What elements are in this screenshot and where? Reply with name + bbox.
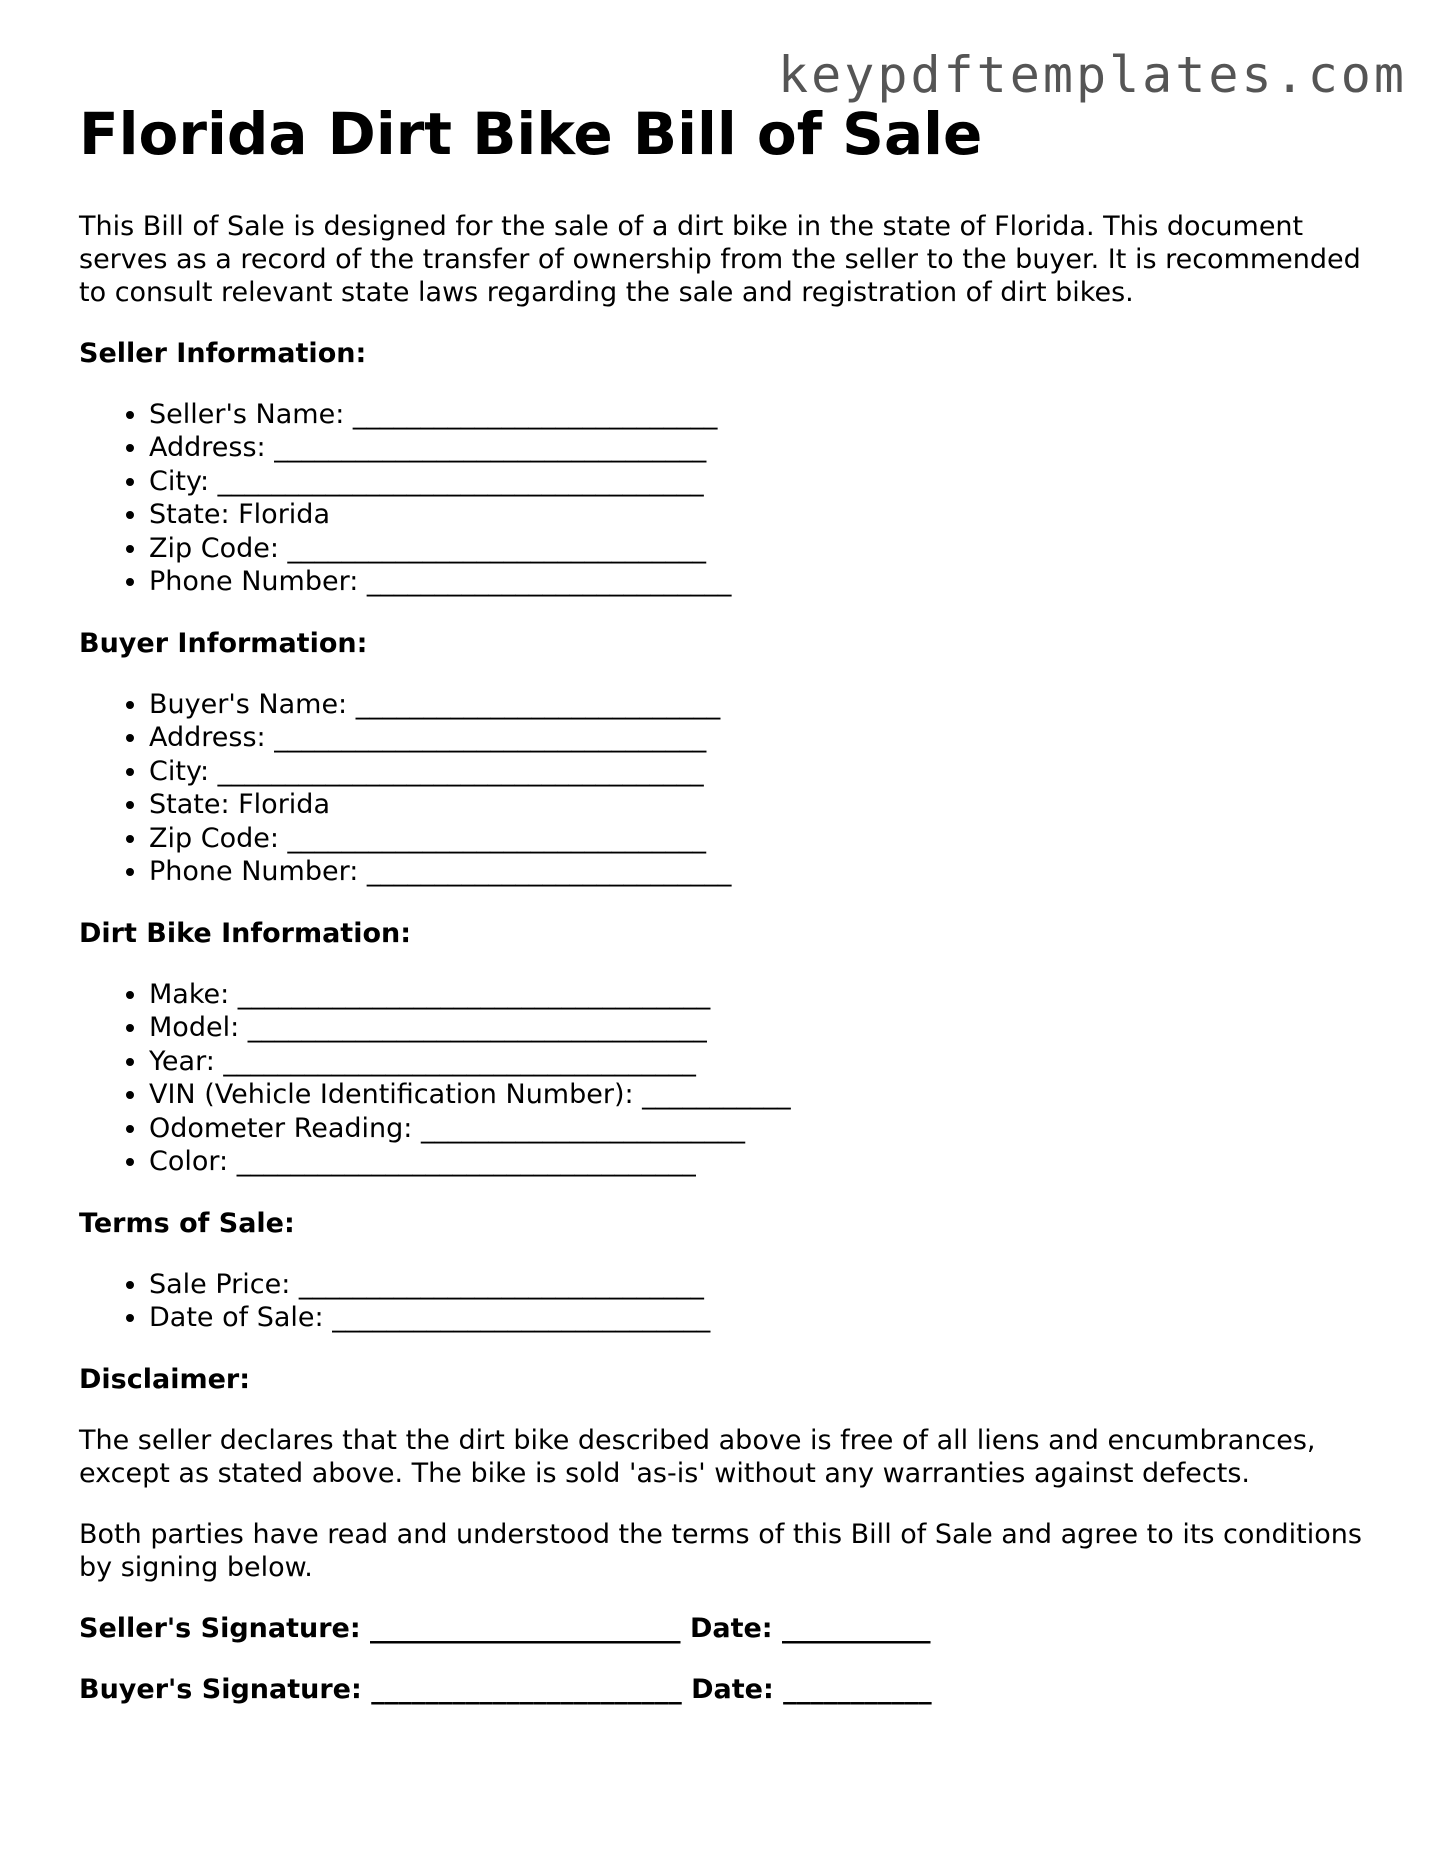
buyer-heading: Buyer Information: bbox=[79, 627, 368, 659]
bike-make-field[interactable]: • Make: ___________________________________ bbox=[149, 978, 1379, 1012]
seller-phone-field[interactable]: • Phone Number: ___________________________ bbox=[149, 565, 1379, 599]
agreement-text: Both parties have read and understood the terms of this Bill of Sale and agree to its conditions by signing below. bbox=[79, 1518, 1362, 1583]
seller-signature-line[interactable]: Seller's Signature: _______________________ Date: ___________ bbox=[79, 1612, 931, 1644]
buyer-name-field[interactable]: • Buyer's Name: ___________________________ bbox=[149, 688, 1379, 722]
disclaimer-heading: Disclaimer: bbox=[79, 1363, 251, 1395]
page-title: Florida Dirt Bike Bill of Sale bbox=[79, 100, 983, 168]
terms-heading: Terms of Sale: bbox=[79, 1207, 295, 1239]
sale-date-field[interactable]: • Date of Sale: ____________________________ bbox=[149, 1301, 1379, 1335]
bike-odometer-field[interactable]: • Odometer Reading: ________________________ bbox=[149, 1112, 1379, 1146]
buyer-list bbox=[79, 688, 1379, 889]
seller-state: • State: Florida bbox=[149, 498, 1379, 532]
bike-color-field[interactable]: • Color: __________________________________ bbox=[149, 1145, 1379, 1179]
buyer-city-field[interactable]: • City: ____________________________________ bbox=[149, 755, 1379, 789]
buyer-signature-line[interactable]: Buyer's Signature: _______________________ Date: ___________ bbox=[79, 1673, 932, 1705]
document-body bbox=[79, 100, 1379, 1706]
seller-zip-field[interactable]: • Zip Code: _______________________________ bbox=[149, 532, 1379, 566]
seller-list bbox=[79, 398, 1379, 599]
bike-vin-field[interactable]: • VIN (Vehicle Identification Number): ___________ bbox=[149, 1078, 1379, 1112]
seller-address-field[interactable]: • Address: ________________________________ bbox=[149, 431, 1379, 465]
terms-list bbox=[79, 1268, 1379, 1335]
bike-year-field[interactable]: • Year: ___________________________________ bbox=[149, 1045, 1379, 1079]
buyer-state: • State: Florida bbox=[149, 788, 1379, 822]
bike-heading: Dirt Bike Information: bbox=[79, 917, 412, 949]
sale-price-field[interactable]: • Sale Price: ______________________________ bbox=[149, 1268, 1379, 1302]
buyer-zip-field[interactable]: • Zip Code: _______________________________ bbox=[149, 822, 1379, 856]
disclaimer-text: The seller declares that the dirt bike described above is free of all liens and encumbrances, except as stated above. The bike is sold 'as-is' without any warranties against defects. bbox=[79, 1424, 1316, 1489]
bike-list bbox=[79, 978, 1379, 1179]
watermark: keypdftemplates.com bbox=[778, 46, 1407, 104]
seller-heading: Seller Information: bbox=[79, 337, 367, 369]
intro-paragraph: This Bill of Sale is designed for the sale of a dirt bike in the state of Florida. This document serves as a record of the transfer of ownership from the seller to the buyer. It is recommended to consult relevant state laws regarding the sale and registration of dirt bikes. bbox=[79, 210, 1361, 308]
seller-name-field[interactable]: • Seller's Name: ___________________________ bbox=[149, 398, 1379, 432]
seller-city-field[interactable]: • City: ____________________________________ bbox=[149, 465, 1379, 499]
bike-model-field[interactable]: • Model: __________________________________ bbox=[149, 1011, 1379, 1045]
buyer-phone-field[interactable]: • Phone Number: ___________________________ bbox=[149, 855, 1379, 889]
buyer-address-field[interactable]: • Address: ________________________________ bbox=[149, 721, 1379, 755]
